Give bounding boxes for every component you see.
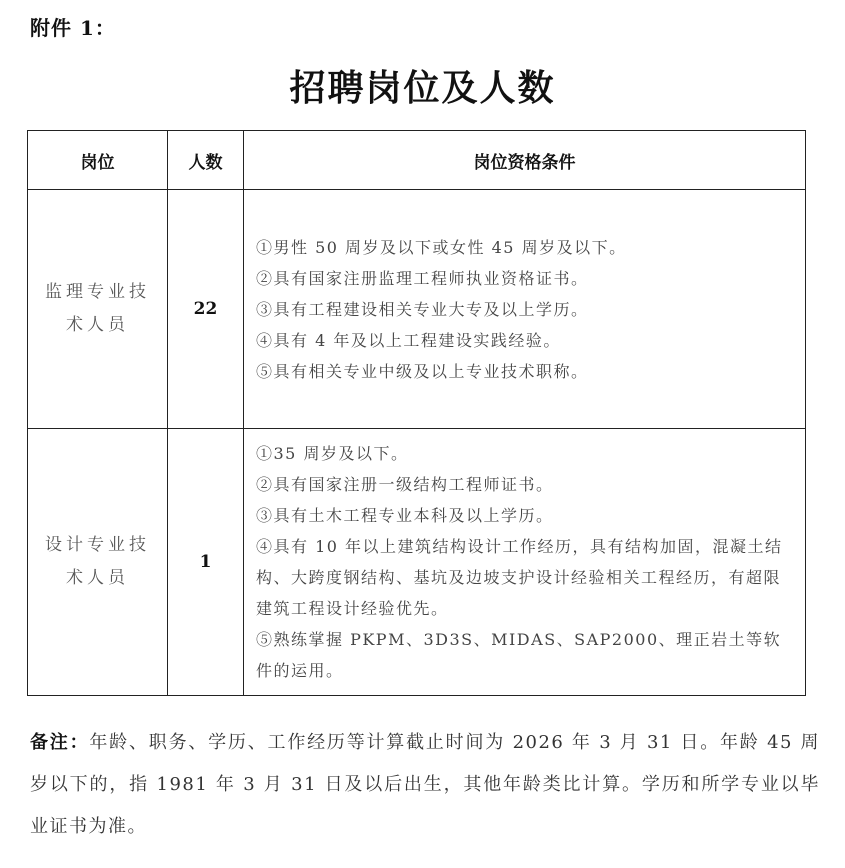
- requirement-item: ④具有 10 年以上建筑结构设计工作经历，具有结构加固，混凝土结构、大跨度钢结构、基坑及边坡支护设计经验相关工程经历，有超限建筑工程设计经验优先。: [256, 537, 783, 618]
- requirement-item: ③具有土木工程专业本科及以上学历。: [256, 506, 554, 525]
- position-name: 设计专业技术人员: [28, 429, 168, 696]
- remarks-text: 年龄、职务、学历、工作经历等计算截止时间为 2026 年 3 月 31 日。年龄 45 周岁以下的，指 1981 年 3 月 31 日及以后出生，其他年龄类比计算。学历和所学专业以毕业证书为准。: [30, 732, 821, 837]
- page-title: 招聘岗位及人数: [289, 68, 556, 109]
- remarks-label: 备注：: [30, 732, 90, 753]
- table-header-row: [28, 131, 806, 190]
- requirement-item: ⑤具有相关专业中级及以上专业技术职称。: [256, 361, 589, 381]
- attachment-label: 附件 1：: [30, 16, 116, 40]
- table-row: [28, 429, 806, 696]
- remarks: [30, 722, 820, 848]
- column-header-position: 岗位: [28, 131, 168, 190]
- column-header-requirements: 岗位资格条件: [244, 131, 806, 190]
- requirement-item: ①男性 50 周岁及以下或女性 45 周岁及以下。: [256, 237, 627, 257]
- positions-table: [27, 130, 806, 696]
- column-header-count: 人数: [168, 131, 244, 190]
- requirement-item: ②具有国家注册监理工程师执业资格证书。: [256, 268, 589, 288]
- requirements-cell: [244, 429, 806, 696]
- position-name: 监理专业技术人员: [28, 190, 168, 429]
- table-row: [28, 190, 806, 429]
- requirement-item: ①35 周岁及以下。: [256, 444, 409, 463]
- requirement-item: ⑤熟练掌握 PKPM、3D3S、MIDAS、SAP2000、理正岩土等软件的运用。: [256, 630, 782, 680]
- position-count: 22: [168, 190, 244, 429]
- requirement-item: ②具有国家注册一级结构工程师证书。: [256, 475, 554, 494]
- position-count: 1: [168, 429, 244, 696]
- requirement-item: ④具有 4 年及以上工程建设实践经验。: [256, 330, 561, 350]
- requirement-item: ③具有工程建设相关专业大专及以上学历。: [256, 299, 589, 319]
- requirements-cell: [244, 190, 806, 429]
